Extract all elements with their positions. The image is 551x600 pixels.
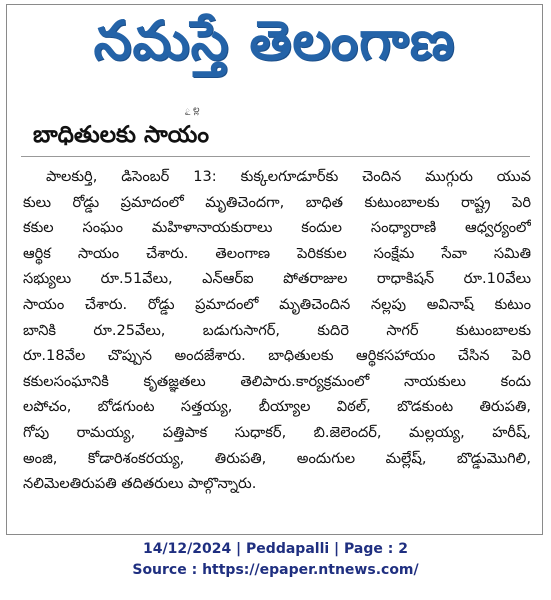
article-line: గోపు రామయ్య, పత్తిపాక సుధాకర్, బి.జెలెందర్, మల్లయ్య, హరీష్, xyxy=(23,423,531,441)
article-line: సాయం చేశారు. రోడ్డు ప్రమాదంలో మృతిచెందిన నల్లపు అవినాష్ కుటుం xyxy=(23,295,531,313)
article-line: లపోచం, బోడగుంట సత్తయ్య, బీయ్యాల విఠల్, బొడకుంట తిరుపతి, xyxy=(23,398,531,416)
article-body xyxy=(23,164,531,497)
article-line: కకుల సంఘం మహిళానాయకురాలు కందుల సంధ్యారాణి ఆధ్వర్యంలో xyxy=(23,219,531,237)
article-line: కకులసంఘానికి కృతజ్ఞతలు తెలిపారు.కార్యక్రమంలో నాయకులు కందు xyxy=(23,372,531,390)
article-line: పాలకుర్తి, డిసెంబర్ 13: కుక్కలగూడూర్‌కు చెందిన ముగ్గురు యువ xyxy=(46,168,531,185)
article-line: కులు రోడ్డు ప్రమాదంలో మృతిచెందగా, బాధిత కుటుంబాలకు రాష్ట్ర పెరి xyxy=(23,193,531,211)
article-line: బానికి రూ.25వేలు, బడుగుసాగర్, కుదిరె సాగర్ కుటుంబాలకు xyxy=(23,321,531,339)
source-line: Source : https://epaper.ntnews.com/ xyxy=(132,562,419,578)
article-line: నలిమెలతిరుపతి తదితరులు పాల్గొన్నారు. xyxy=(23,475,257,493)
article-line: రూ.18వేల చొప్పున అందజేశారు. బాధితులకు ఆర్థికసహాయం చేసిన పెరి xyxy=(23,347,531,365)
article-line: అంజి, కోడారిశంకరయ్య, తిరుపతి, అందుగుల మల్లేష్, బొడ్డుమొగిలి, xyxy=(23,449,531,467)
article-line: ఆర్థిక సాయం చేశారు. తెలంగాణ పెరికకుల సంక్షేమ సేవా సమితి xyxy=(23,244,531,262)
article-line: సభ్యులు రూ.51వేలు, ఎన్‌ఆర్‌ఐ పోతరాజుల రాధాకిషన్ రూ.10వేలు xyxy=(23,270,531,288)
article-headline: బాధితులకు సాయం xyxy=(33,122,209,148)
headline-divider xyxy=(21,156,530,157)
faded-top-text: ౖ ల్ల xyxy=(185,105,200,115)
article-clipping xyxy=(6,4,543,535)
date-edition-line: 14/12/2024 | Peddapalli | Page : 2 xyxy=(143,541,408,557)
newspaper-masthead: నమస్తే తెలంగాణ xyxy=(93,9,456,72)
